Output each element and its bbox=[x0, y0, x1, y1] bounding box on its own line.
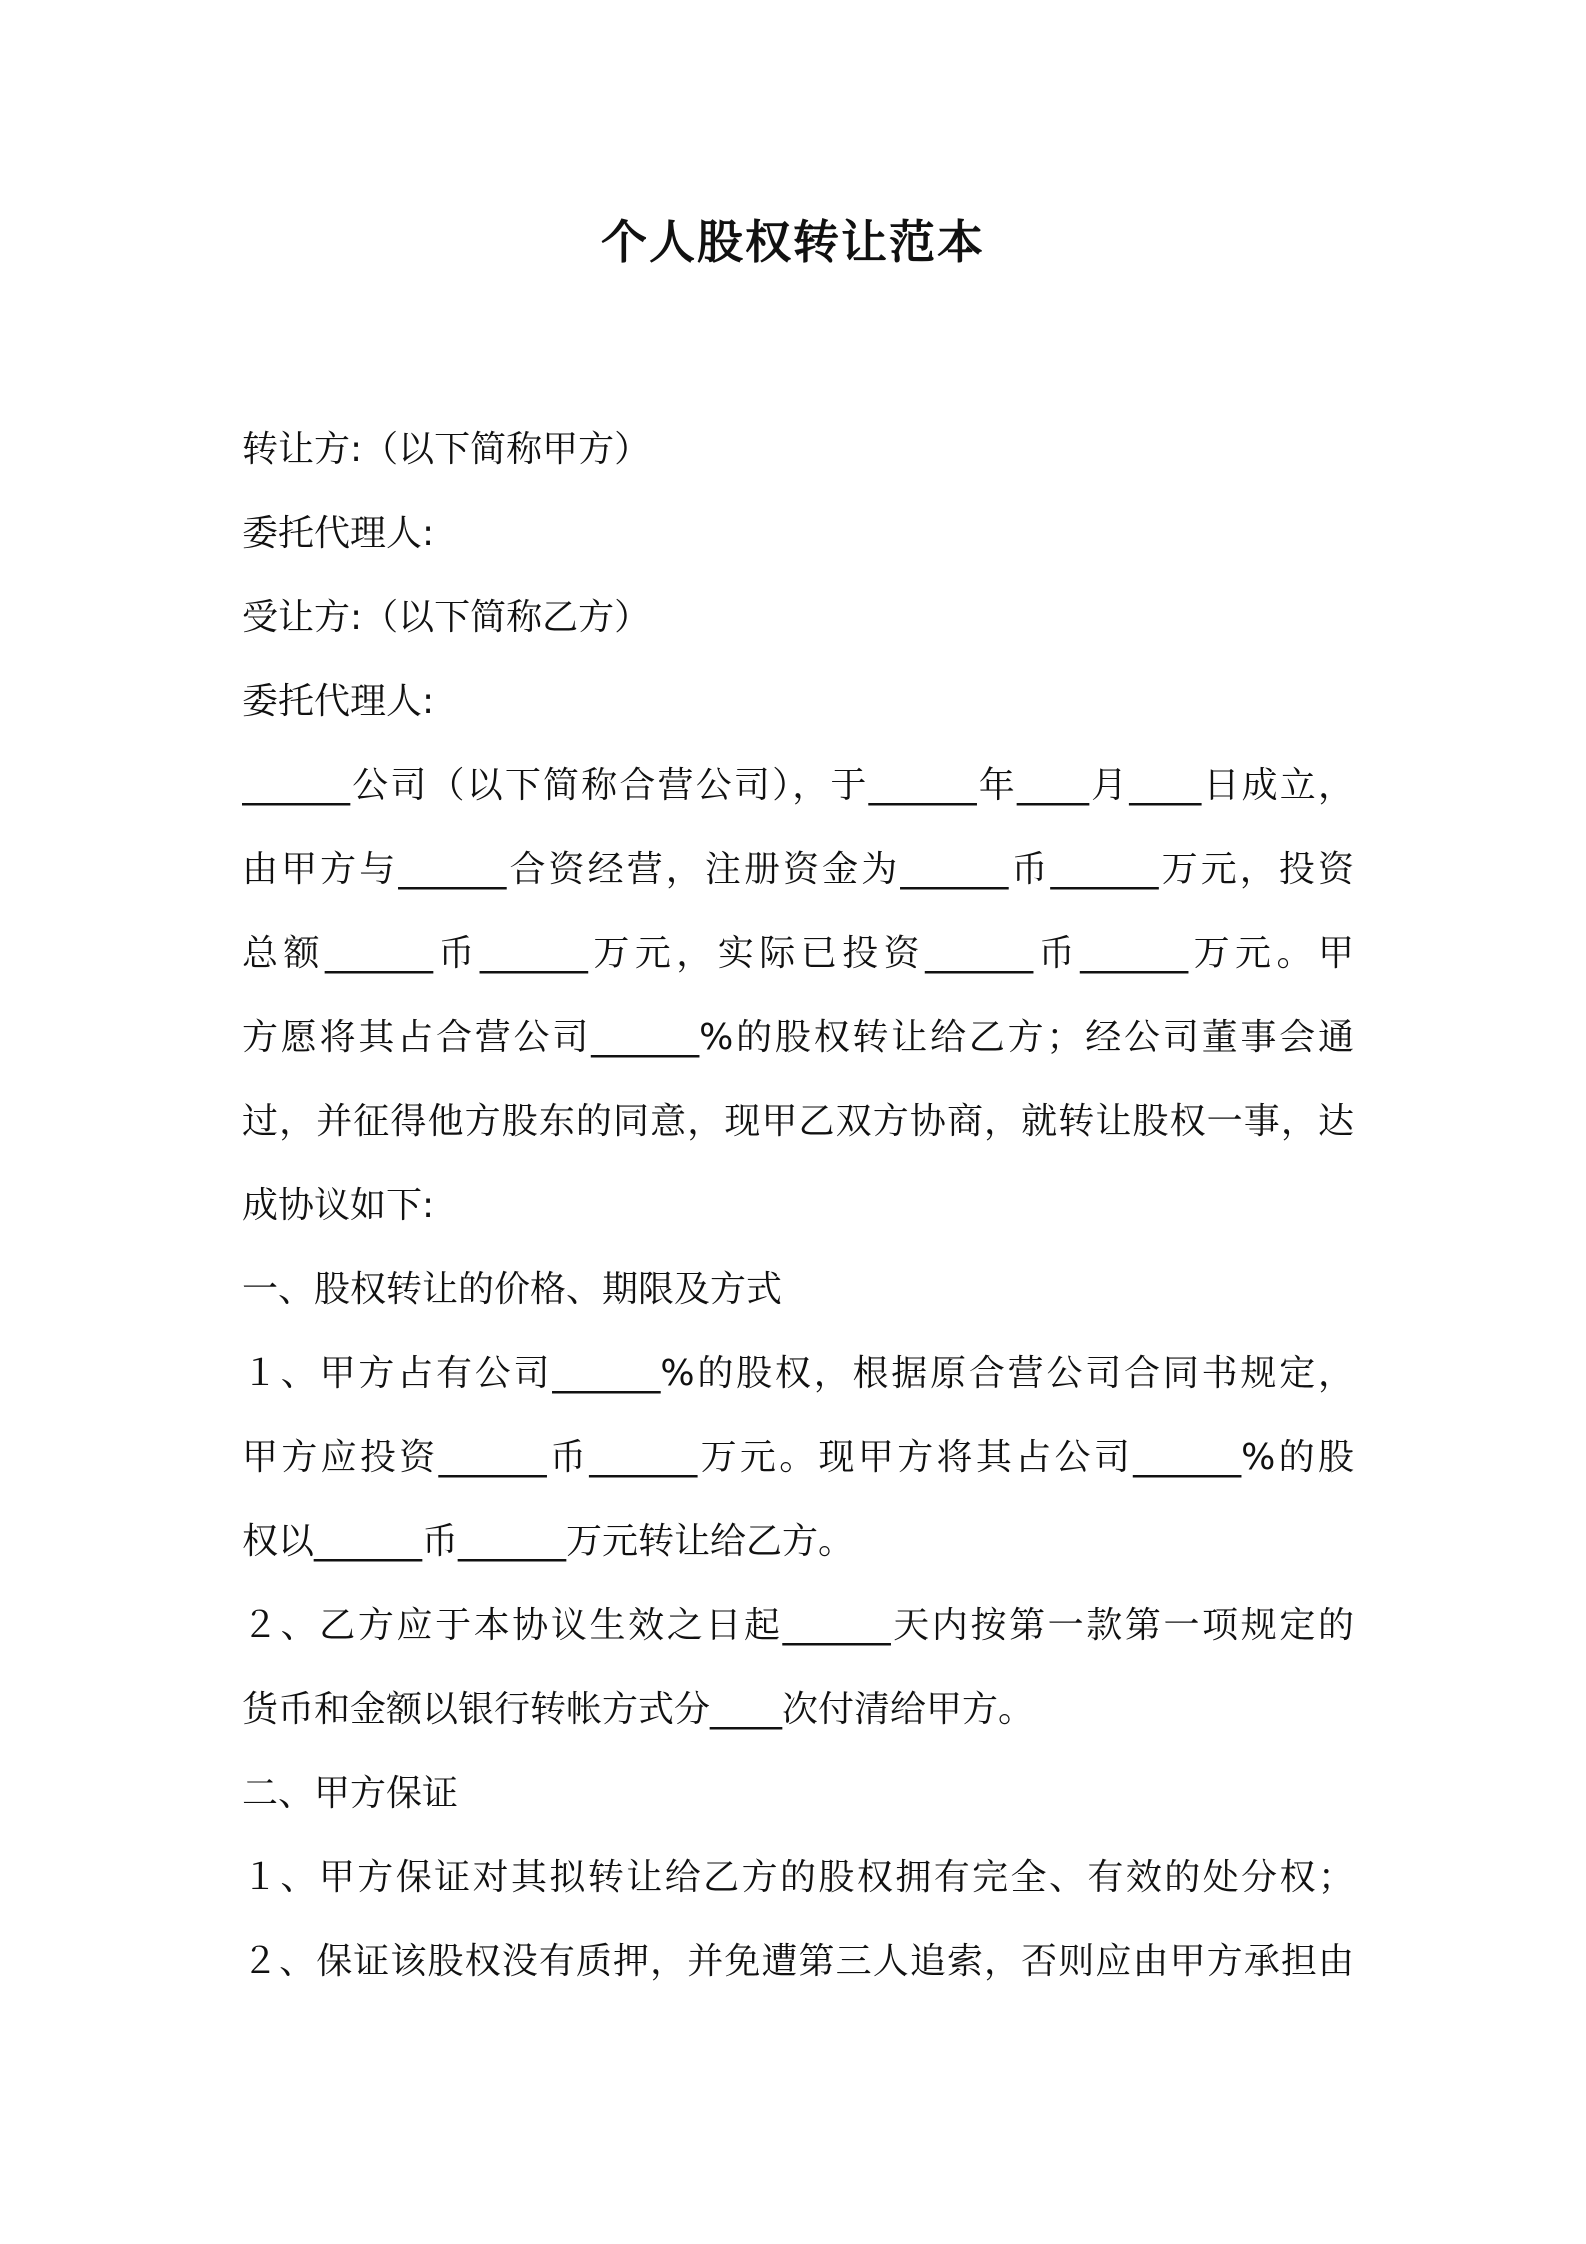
clause-line: 权以______币______万元转让给乙方。 bbox=[242, 1521, 855, 1562]
paragraph-line: 总额______币______万元，实际已投资______币______万元。甲 bbox=[242, 933, 1354, 974]
paragraph-line: 过，并征得他方股东的同意，现甲乙双方协商，就转让股权一事，达 bbox=[242, 1101, 1354, 1142]
section-heading: 二、甲方保证 bbox=[242, 1773, 459, 1814]
section-heading: 一、股权转让的价格、期限及方式 bbox=[242, 1269, 783, 1310]
clause-line: １、甲方占有公司______%的股权，根据原合营公司合同书规定， bbox=[242, 1353, 1354, 1394]
transferee-line: 受让方:（以下简称乙方） bbox=[242, 597, 651, 638]
paragraph-line: 成协议如下: bbox=[242, 1185, 435, 1226]
document-body bbox=[242, 408, 1354, 2004]
clause-line: １、甲方保证对其拟转让给乙方的股权拥有完全、有效的处分权； bbox=[242, 1857, 1354, 1898]
paragraph-line: 方愿将其占合营公司______%的股权转让给乙方；经公司董事会通 bbox=[242, 1017, 1354, 1058]
transferee-agent-line: 委托代理人: bbox=[242, 681, 435, 722]
paragraph-line: 由甲方与______合资经营，注册资金为______币______万元，投资 bbox=[242, 849, 1354, 890]
clause-line: 货币和金额以银行转帐方式分____次付清给甲方。 bbox=[242, 1689, 1035, 1730]
clause-line: ２、保证该股权没有质押，并免遭第三人追索，否则应由甲方承担由 bbox=[242, 1941, 1354, 1982]
document-title: 个人股权转让范本 bbox=[601, 215, 985, 269]
clause-line: 甲方应投资______币______万元。现甲方将其占公司______%的股 bbox=[242, 1437, 1354, 1478]
paragraph-line: ______公司（以下简称合营公司），于______年____月____日成立， bbox=[242, 765, 1354, 806]
clause-line: ２、乙方应于本协议生效之日起______天内按第一款第一项规定的 bbox=[242, 1605, 1354, 1646]
transferor-agent-line: 委托代理人: bbox=[242, 513, 435, 554]
transferor-line: 转让方:（以下简称甲方） bbox=[242, 429, 651, 470]
